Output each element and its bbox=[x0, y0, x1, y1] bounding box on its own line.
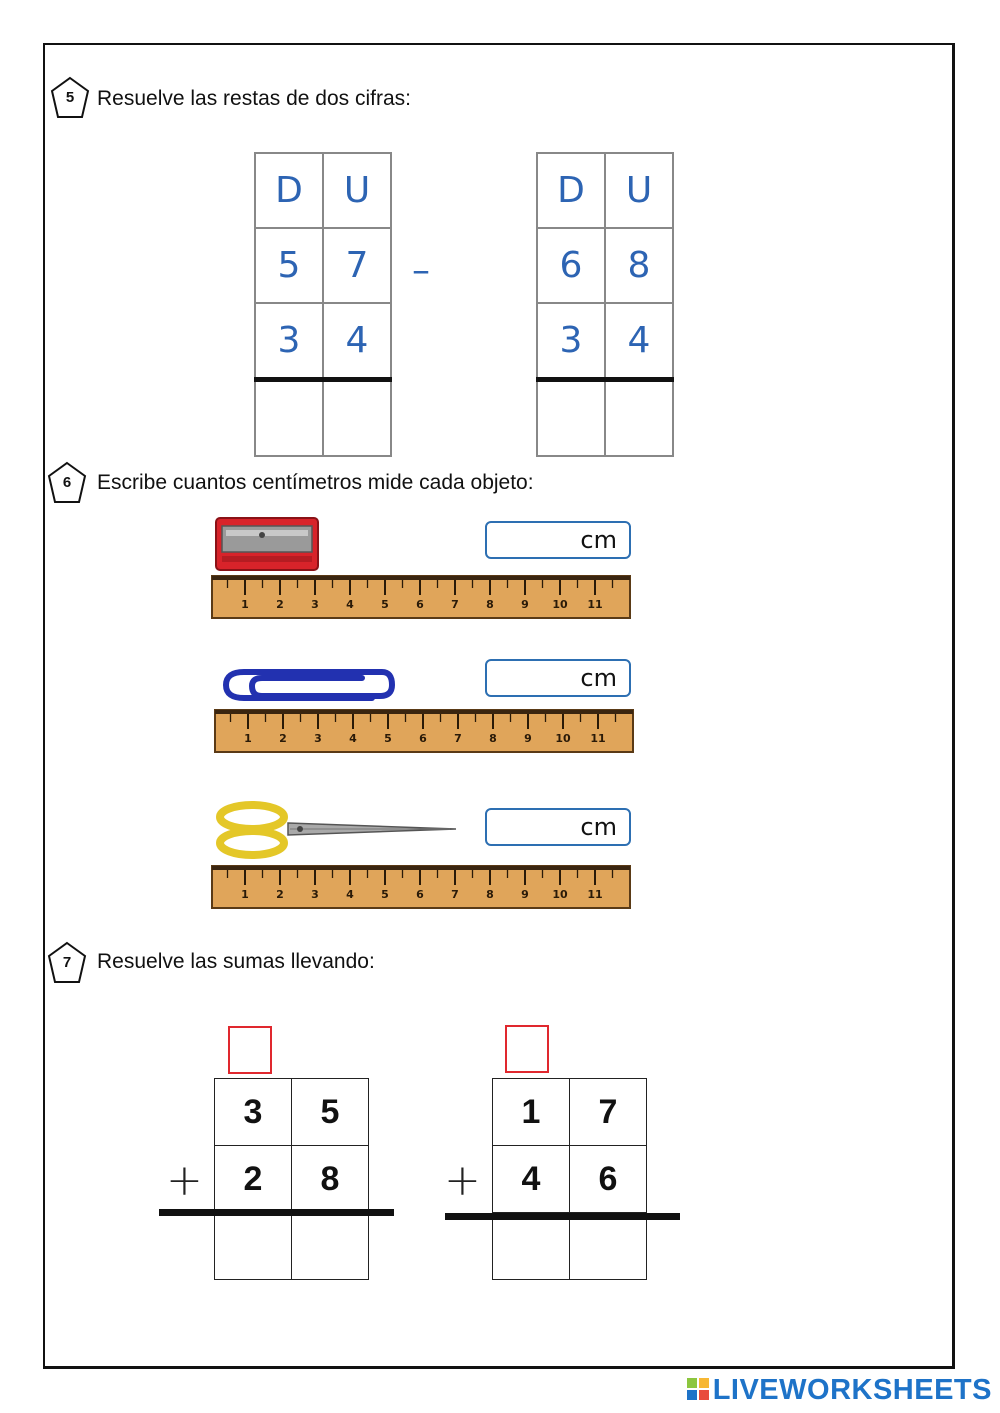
answer-units-input[interactable] bbox=[292, 1213, 369, 1280]
subtraction-table-1 bbox=[254, 152, 392, 457]
answer-tens-input[interactable] bbox=[537, 380, 605, 457]
answer-box-1[interactable] bbox=[485, 521, 631, 559]
carry-box-2[interactable] bbox=[505, 1025, 549, 1073]
sum-line bbox=[159, 1209, 394, 1216]
top-tens: 3 bbox=[215, 1079, 292, 1146]
ruler-label: 7 bbox=[451, 888, 459, 901]
ruler-label: 7 bbox=[454, 732, 462, 745]
ruler-edge bbox=[215, 710, 633, 714]
answer-units-input[interactable] bbox=[605, 380, 673, 457]
carry-box-1[interactable] bbox=[228, 1026, 272, 1074]
unit-label: cm bbox=[580, 813, 617, 841]
section-7-instruction: Resuelve las sumas llevando: bbox=[97, 950, 375, 973]
ruler-label: 3 bbox=[311, 598, 319, 611]
addition-table-2 bbox=[492, 1078, 647, 1280]
ruler-svg bbox=[214, 709, 634, 753]
header-u: U bbox=[605, 153, 673, 228]
bottom-units: 6 bbox=[570, 1146, 647, 1213]
pencil-sharpener-icon bbox=[214, 516, 320, 577]
ruler-label: 5 bbox=[381, 888, 389, 901]
bottom-units: 8 bbox=[292, 1146, 369, 1213]
ruler-svg bbox=[211, 575, 631, 619]
ruler-label: 8 bbox=[486, 598, 494, 611]
subtraction-table-2 bbox=[536, 152, 674, 457]
ruler-label: 9 bbox=[521, 598, 529, 611]
ruler-edge bbox=[212, 866, 630, 870]
plus-sign: + bbox=[444, 1155, 481, 1206]
unit-label: cm bbox=[580, 664, 617, 692]
ruler-label: 9 bbox=[521, 888, 529, 901]
logo-text: LIVEWORKSHEETS bbox=[712, 1374, 992, 1406]
ruler-label: 10 bbox=[552, 888, 568, 901]
ruler-svg bbox=[211, 865, 631, 909]
answer-box-2[interactable] bbox=[485, 659, 631, 697]
ruler-label: 2 bbox=[279, 732, 287, 745]
ruler-label: 2 bbox=[276, 888, 284, 901]
section-5-instruction: Resuelve las restas de dos cifras: bbox=[97, 87, 411, 110]
ruler-label: 1 bbox=[241, 888, 249, 901]
subtrahend-units: 4 bbox=[323, 303, 391, 380]
subtrahend-tens: 3 bbox=[255, 303, 323, 380]
ruler-label: 11 bbox=[587, 888, 603, 901]
header-d: D bbox=[537, 153, 605, 228]
section-6-instruction: Escribe cuantos centímetros mide cada objeto: bbox=[97, 471, 534, 494]
ruler-label: 4 bbox=[346, 888, 354, 901]
scissors-icon bbox=[210, 801, 460, 864]
ruler-label: 4 bbox=[349, 732, 357, 745]
minuend-units: 7 bbox=[323, 228, 391, 303]
top-units: 7 bbox=[570, 1079, 647, 1146]
ruler-label: 4 bbox=[346, 598, 354, 611]
subtrahend-units: 4 bbox=[605, 303, 673, 380]
ruler-2 bbox=[214, 709, 634, 758]
subtrahend-tens: 3 bbox=[537, 303, 605, 380]
ruler-edge bbox=[212, 576, 630, 580]
answer-tens-input[interactable] bbox=[255, 380, 323, 457]
ruler-label: 5 bbox=[384, 732, 392, 745]
section-7-number: 7 bbox=[62, 954, 72, 971]
ruler-label: 2 bbox=[276, 598, 284, 611]
top-tens: 1 bbox=[493, 1079, 570, 1146]
ruler-label: 9 bbox=[524, 732, 532, 745]
section-5-badge bbox=[50, 76, 90, 116]
ruler-label: 8 bbox=[486, 888, 494, 901]
answer-units-input[interactable] bbox=[323, 380, 391, 457]
section-5-number: 5 bbox=[65, 89, 75, 106]
header-u: U bbox=[323, 153, 391, 228]
answer-units-input[interactable] bbox=[570, 1213, 647, 1280]
ruler-3 bbox=[211, 865, 631, 914]
ruler-label: 5 bbox=[381, 598, 389, 611]
bottom-tens: 4 bbox=[493, 1146, 570, 1213]
ruler-label: 10 bbox=[552, 598, 568, 611]
minus-sign: – bbox=[412, 250, 430, 291]
ruler-label: 7 bbox=[451, 598, 459, 611]
ruler-label: 6 bbox=[419, 732, 427, 745]
ruler-label: 3 bbox=[311, 888, 319, 901]
top-units: 5 bbox=[292, 1079, 369, 1146]
unit-label: cm bbox=[580, 526, 617, 554]
sum-line bbox=[445, 1213, 680, 1220]
ruler-label: 6 bbox=[416, 598, 424, 611]
logo-icon bbox=[687, 1378, 709, 1400]
ruler-label: 1 bbox=[241, 598, 249, 611]
section-6-badge bbox=[47, 461, 87, 501]
minuend-tens: 6 bbox=[537, 228, 605, 303]
answer-box-3[interactable] bbox=[485, 808, 631, 846]
minuend-tens: 5 bbox=[255, 228, 323, 303]
liveworksheets-logo bbox=[687, 1374, 992, 1407]
ruler-label: 10 bbox=[555, 732, 571, 745]
header-d: D bbox=[255, 153, 323, 228]
ruler-label: 1 bbox=[244, 732, 252, 745]
bottom-tens: 2 bbox=[215, 1146, 292, 1213]
paper-clip-icon bbox=[222, 668, 396, 707]
ruler-label: 8 bbox=[489, 732, 497, 745]
answer-tens-input[interactable] bbox=[215, 1213, 292, 1280]
section-6-number: 6 bbox=[62, 474, 72, 491]
answer-tens-input[interactable] bbox=[493, 1213, 570, 1280]
addition-table-1 bbox=[214, 1078, 369, 1280]
ruler-label: 6 bbox=[416, 888, 424, 901]
ruler-1 bbox=[211, 575, 631, 624]
section-7-badge bbox=[47, 941, 87, 981]
ruler-label: 11 bbox=[587, 598, 603, 611]
minuend-units: 8 bbox=[605, 228, 673, 303]
ruler-label: 3 bbox=[314, 732, 322, 745]
ruler-label: 11 bbox=[590, 732, 606, 745]
plus-sign: + bbox=[166, 1155, 203, 1206]
